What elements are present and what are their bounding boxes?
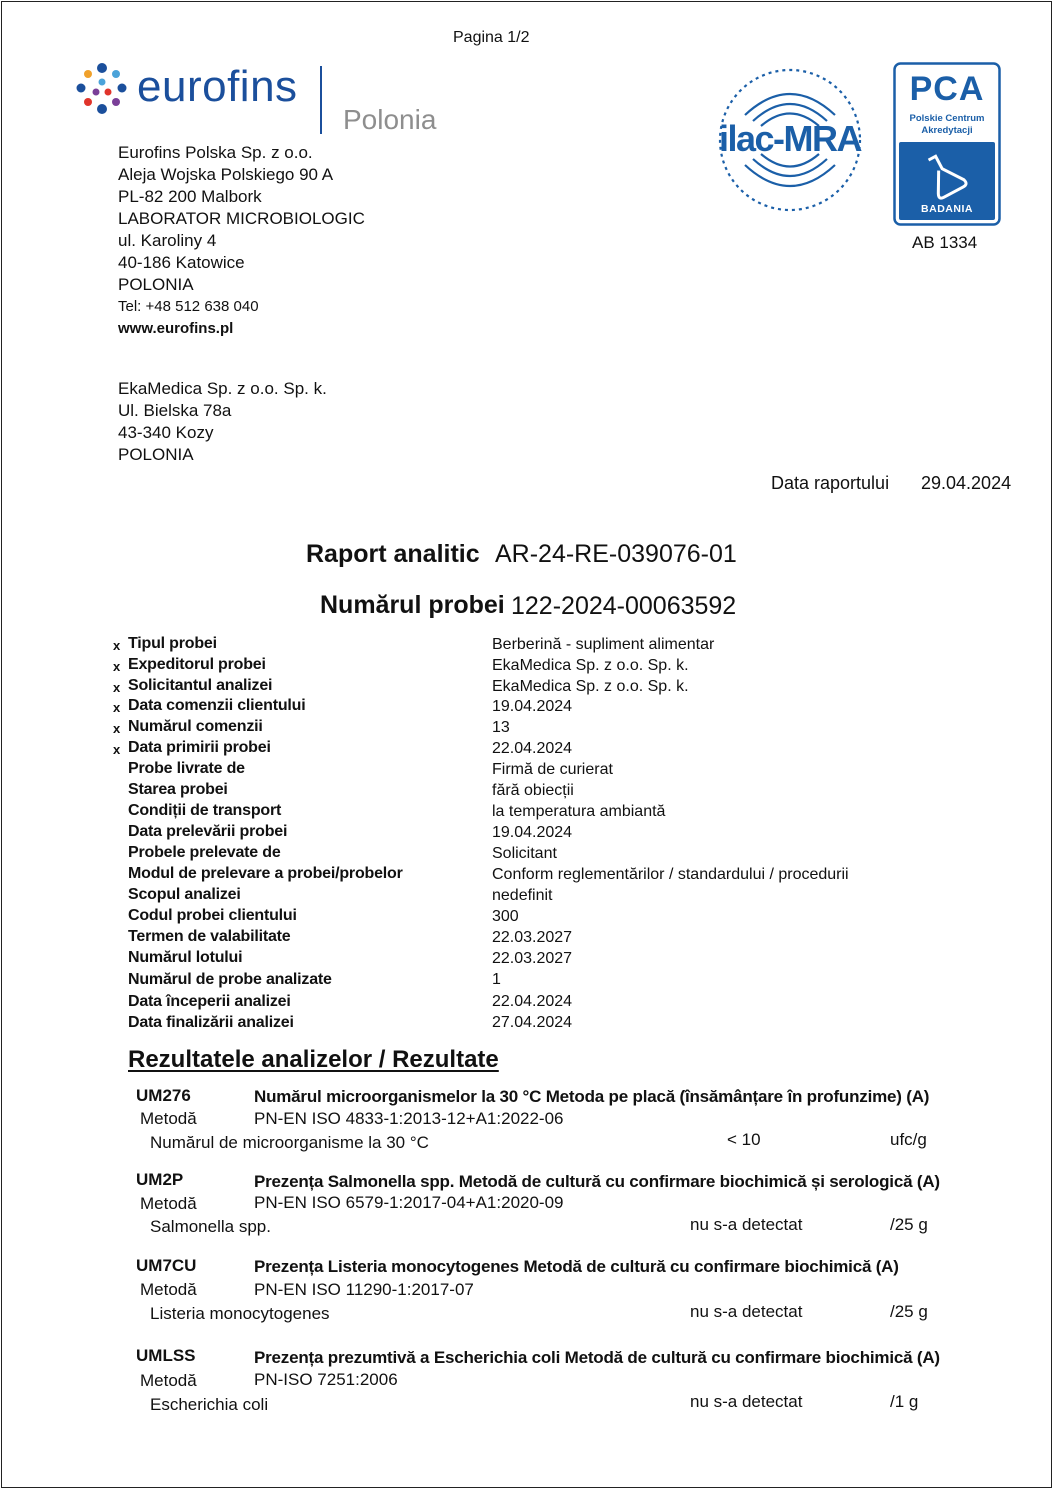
address-line: PL-82 200 Malbork	[118, 187, 262, 206]
address-line: ul. Karoliny 4	[118, 231, 217, 250]
pca-subtitle-2: Akredytacji	[921, 125, 973, 136]
field-value: 300	[492, 908, 519, 925]
field-value: Firmă de curierat	[492, 761, 613, 778]
accreditation-code: AB 1334	[912, 233, 978, 252]
field-value: la temperatura ambiantă	[492, 803, 666, 820]
eurofins-logo	[74, 58, 454, 148]
parameter-name: Numărul de microorganisme la 30 °C	[150, 1133, 429, 1152]
sample-number: 122-2024-00063592	[511, 592, 737, 620]
page-number: Pagina 1/2	[453, 29, 530, 46]
field-value: 1	[492, 971, 501, 988]
field-value: 22.03.2027	[492, 929, 573, 946]
report-date-value: 29.04.2024	[921, 473, 1012, 493]
report-number: AR-24-RE-039076-01	[495, 540, 737, 568]
method-label: Metodă	[140, 1371, 197, 1390]
required-mark: x	[113, 742, 121, 757]
field-value: EkaMedica Sp. z o.o. Sp. k.	[492, 678, 689, 695]
results-heading: Rezultatele analizelor / Rezultate	[128, 1046, 499, 1073]
field-label: Solicitantul analizei	[128, 677, 273, 694]
field-label: Numărul de probe analizate	[128, 971, 332, 988]
pca-subtitle-1: Polskie Centrum	[909, 113, 985, 124]
field-label: Modul de prelevare a probei/probelor	[128, 865, 403, 882]
field-value: nedefinit	[492, 887, 553, 904]
website-link[interactable]: www.eurofins.pl	[118, 320, 234, 337]
result-unit: ufc/g	[890, 1130, 927, 1149]
address-line: 43-340 Kozy	[118, 423, 214, 442]
ilac-label: ilac-MRA	[718, 118, 862, 159]
analysis-code: UM7CU	[136, 1256, 197, 1275]
field-value: 22.04.2024	[492, 740, 573, 757]
field-value: 27.04.2024	[492, 1014, 573, 1031]
logo-country: Polonia	[343, 104, 437, 135]
required-mark: x	[113, 659, 121, 674]
method-standard: PN-EN ISO 4833-1:2013-12+A1:2022-06	[254, 1109, 564, 1128]
sender-address	[118, 142, 365, 340]
field-label: Probe livrate de	[128, 760, 245, 777]
field-value: Berberină - supliment alimentar	[492, 636, 715, 653]
analysis-code: UM2P	[136, 1170, 184, 1189]
field-label: Data finalizării analizei	[128, 1014, 294, 1031]
analysis-title: Numărul microorganismelor la 30 °C Metoda pe placă (însămânțare în profunzime) (A)	[254, 1087, 930, 1106]
address-line: LABORATOR MICROBIOLOGIC	[118, 209, 365, 228]
analysis-code: UMLSS	[136, 1346, 196, 1365]
field-value: Conform reglementărilor / standardului / procedurii	[492, 866, 849, 883]
ilac-mra-seal	[715, 63, 865, 218]
method-standard: PN-EN ISO 11290-1:2017-07	[254, 1280, 474, 1299]
result-value: < 10	[727, 1130, 761, 1149]
field-value: 19.04.2024	[492, 698, 573, 715]
result-unit: /25 g	[890, 1302, 928, 1321]
result-value: nu s-a detectat	[690, 1302, 803, 1321]
field-label: Data prelevării probei	[128, 823, 288, 840]
result-value: nu s-a detectat	[690, 1392, 803, 1411]
address-line: POLONIA	[118, 445, 194, 464]
field-value: 22.04.2024	[492, 993, 573, 1010]
field-value: 13	[492, 719, 510, 736]
field-label: Condiții de transport	[128, 802, 282, 819]
method-standard: PN-EN ISO 6579-1:2017-04+A1:2020-09	[254, 1193, 564, 1212]
address-line: 40-186 Katowice	[118, 253, 245, 272]
field-value: 22.03.2027	[492, 950, 573, 967]
field-value: Solicitant	[492, 845, 557, 862]
address-line: Eurofins Polska Sp. z o.o.	[118, 143, 313, 162]
field-label: Numărul comenzii	[128, 718, 263, 735]
field-label: Data începerii analizei	[128, 993, 291, 1010]
parameter-name: Listeria monocytogenes	[150, 1304, 330, 1323]
required-mark: x	[113, 721, 121, 736]
analysis-title: Prezența Listeria monocytogenes Metodă de cultură cu confirmare biochimică (A)	[254, 1257, 899, 1276]
address-line: Ul. Bielska 78a	[118, 401, 232, 420]
field-label: Expeditorul probei	[128, 656, 266, 673]
address-line: POLONIA	[118, 275, 194, 294]
sample-number-label: Numărul probei	[320, 591, 505, 619]
logo-wordmark: eurofins	[137, 62, 298, 111]
required-mark: x	[113, 680, 121, 695]
address-line: Aleja Wojska Polskiego 90 A	[118, 165, 334, 184]
field-value: 19.04.2024	[492, 824, 573, 841]
pca-label: PCA	[909, 70, 985, 108]
recipient-address	[118, 378, 327, 466]
field-label: Codul probei clientului	[128, 907, 297, 924]
field-value: fără obiecții	[492, 782, 574, 799]
ilac-seal-icon	[715, 63, 865, 218]
field-label: Termen de valabilitate	[128, 928, 291, 945]
result-unit: /25 g	[890, 1215, 928, 1234]
method-label: Metodă	[140, 1194, 197, 1213]
method-standard: PN-ISO 7251:2006	[254, 1370, 398, 1389]
field-label: Starea probei	[128, 781, 228, 798]
analysis-title: Prezența prezumtivă a Escherichia coli Metodă de cultură cu confirmare biochimică (A)	[254, 1348, 940, 1367]
address-line: Tel: +48 512 638 040	[118, 298, 259, 315]
field-label: Probele prelevate de	[128, 844, 281, 861]
method-label: Metodă	[140, 1109, 197, 1128]
method-label: Metodă	[140, 1280, 197, 1299]
address-line: EkaMedica Sp. z o.o. Sp. k.	[118, 379, 327, 398]
eurofins-dots-icon	[74, 62, 130, 118]
pca-badge-label: BADANIA	[921, 203, 973, 215]
pca-badge	[893, 62, 1001, 226]
field-label: Data comenzii clientului	[128, 697, 306, 714]
required-mark: x	[113, 700, 121, 715]
result-value: nu s-a detectat	[690, 1215, 803, 1234]
field-value: EkaMedica Sp. z o.o. Sp. k.	[492, 657, 689, 674]
parameter-name: Salmonella spp.	[150, 1217, 271, 1236]
result-unit: /1 g	[890, 1392, 919, 1411]
field-label: Data primirii probei	[128, 739, 271, 756]
field-label: Scopul analizei	[128, 886, 241, 903]
field-label: Tipul probei	[128, 635, 217, 652]
parameter-name: Escherichia coli	[150, 1395, 269, 1414]
analysis-title: Prezența Salmonella spp. Metodă de cultură cu confirmare biochimică și serologică (A)	[254, 1172, 940, 1191]
report-title-label: Raport analitic	[306, 540, 480, 568]
report-date-label: Data raportului	[771, 473, 890, 493]
field-label: Numărul lotului	[128, 949, 243, 966]
analysis-code: UM276	[136, 1086, 191, 1105]
required-mark: x	[113, 638, 121, 653]
logo-divider	[320, 66, 322, 134]
